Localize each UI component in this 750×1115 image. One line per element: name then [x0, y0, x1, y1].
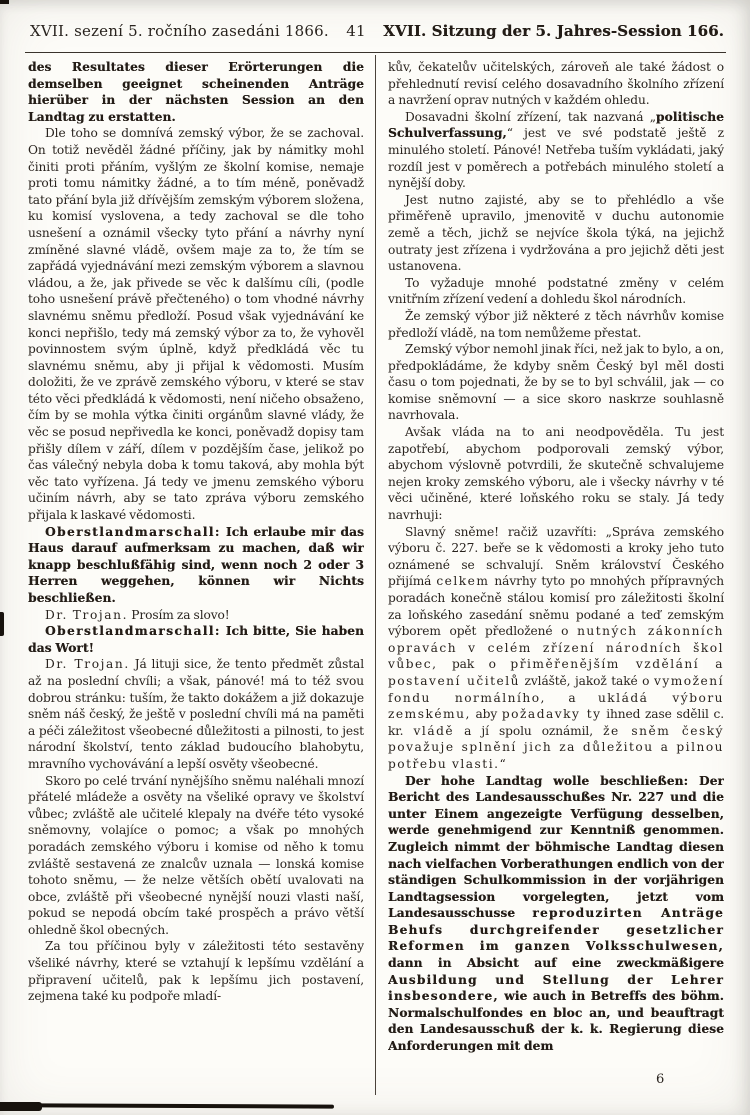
paragraph: [388, 275, 724, 308]
czech-text: kův, čekatelův učitelských, zároveň ale také žádost o přehlednutí revisí celého dosavadního školního zřízení a navržení oprav nutných v každém ohledu.: [388, 60, 724, 108]
paragraph: [388, 424, 724, 524]
paragraph: [388, 341, 724, 424]
speaker-name: Dr. Trojan.: [45, 657, 130, 672]
printer-signature-mark: 6: [656, 1072, 665, 1087]
czech-text: aby: [470, 707, 502, 722]
paragraph: [388, 308, 724, 341]
czech-text: “ jest ve své podstatě ještě z minulého století. Pánové! Netřeba tuším vykládati, jaký rozdíl jest v poměrech a potřebách minulého století a nynější doby.: [388, 126, 724, 191]
paragraph: [28, 938, 364, 1004]
czech-text: Že zemský výbor již některé z těch návrhův komise předloží vládě, na tom nemůžeme přestat.: [388, 308, 724, 340]
czech-text: Za tou příčinou byly v záležitosti této sestavěny všeliké návrhy, které se vztahují k lepšímu vzdělání a připravení učitelů, pak k lepšímu jich postavení, zejmena také ku podpoře mladí-: [28, 939, 364, 1004]
czech-text: To vyžaduje mnohé podstatné změny v celém vnitřním zřízení vedení a dohledu škol národních.: [388, 275, 724, 307]
fraktur-text: Ich erlaube mir das Haus darauf aufmerksam zu machen, daß wir knapp beschlußfähig sind, wenn noch 2 oder 3 Herren weggehen, können wir Nichts beschließen.: [28, 524, 364, 605]
czech-text: Dle toho se domnívá zemský výbor, že se zachoval. On totiž nevěděl žádné příčiny, jak by námitky mohl činiti proti přáním, vyšlým ze školní komise, nemaje proti tomu námitky žádné, a to tím méně, poněvadž tato přání byla již dřívějším zemským výborem složena, ku komisí vyslovena, a tedy zachoval se dle toho usnešení a oznámil všecky tyto přání a návrhy nyní zmíněné slavné vládě, ovšem maje za to, že tím se zapřádá vyjednávání mezi zemským výborem a slavnou vládou, a že, jak přivede se věc k dalšímu cíli, (podle toho usnešení právě přečteného) o tom vhodné návrhy slavnému sněmu předloží. Posud však vyjednávání ke konci nepřišlo, tedy má zemský výbor za to, že vyhověl povinnostem svým úplně, když předkládá věc tu slavnému sněmu, aby ji přijal k vědomosti. Musím doložiti, že ve zprávě zemského výboru, v které se stav této věci předkládá k vědomosti, není ničeho obsaženo, čím by se mohla výtka činiti orgánům slavné vlády, že věc se posud nepřivedla ke konci, poněvadž dopisy tam přišly dílem v září, dílem v pozdějším čase, jelikož po čas válečný nebyla doba k tomu taková, aby mohla být věc tato vyřízena. Já tedy ve jmenu zemského výboru učiním návrh, aby se tato zpráva výboru zemského přijala k laskavé vědomosti.: [28, 126, 364, 523]
fraktur-text: Der hohe Landtag wolle beschließen: Der Bericht des Landesausschußes Nr. 227 und die unter Einem angezeigte Verfügung desselben, werde genehmigend zur Kenntniß genommen. Zugleich nimmt der böhmische Landtag diesen nach vielfachen Vorberathungen endlich von der ständigen Schulkommission in der vorjährigen Landtagsession vorgelegten, jetzt vom Landesausschusse: [388, 773, 724, 921]
paragraph: [388, 109, 724, 192]
paragraph: [28, 125, 364, 523]
czech-text: že sněm český považuje splnění jich za důležitou a pilnou potřebu vlasti.“: [388, 723, 724, 771]
paragraph: [28, 524, 364, 607]
fraktur-text: Ausbildung und Stellung der Lehrer insbesondere,: [388, 972, 724, 1004]
czech-text: Avšak vláda na to ani neodpověděla. Tu jest zapotřebí, abychom podporovali zemský výbor, abychom výslovně potvrdili, že skutečně schvalujeme nejen kroky zemského výboru, ale i všecky návrhy v té věci učiněné, které loňského roku se staly. Já tedy navrhuji:: [388, 425, 724, 523]
paragraph: [28, 623, 364, 656]
speaker-name: Oberstlandmarschall:: [45, 524, 221, 539]
paragraph: [28, 656, 364, 772]
paragraph: [388, 192, 724, 275]
czech-text: Slavný sněme! račiž uzavříti: „Správa zemského výboru č. 227. beře se k vědomosti a kroky jeho tuto oznámené se schvalují. Sněm království Českého přijímá: [388, 524, 724, 589]
czech-text: vymožení fondu normálního,: [388, 673, 724, 705]
paragraph: [28, 59, 364, 125]
paragraph: [388, 524, 724, 773]
fraktur-text: dann in Absicht auf eine zweckmäßigere: [388, 956, 724, 971]
fraktur-text: wie auch in Betreffs des böhm. Normalschulfondes en bloc an, und beauftragt den Landesausschuß der k. k. Regierung diese Anforderungen mit dem: [388, 989, 724, 1054]
scan-artifact-top-left: [0, 0, 9, 4]
scan-artifact-left-edge: [0, 612, 4, 636]
fraktur-text: Ich bitte, Sie haben das Wort!: [28, 624, 364, 655]
czech-text: vládě: [413, 723, 455, 738]
czech-text: požadavky ty: [501, 707, 602, 722]
czech-text: celkem: [436, 574, 490, 589]
header-rule: [25, 52, 726, 53]
paragraph: [388, 773, 724, 1055]
page-header: [30, 22, 724, 40]
czech-text: Já lituji sice, že tento předmět zůstal až na poslední chvíli; a však, pánové! má to též svou dobrou stránku: tuším, že takto dokážem a již dokazuje sněm náš český, že ještě v poslední chvíli má na paměti a péči záležitost všeobecné důležitosti a pilnosti, to jest národní školství, tento základ budoucího blahobytu, mravního vychovávání a lepší osvěty všeobecné.: [28, 657, 364, 771]
page-number: 41: [346, 22, 366, 40]
czech-text: Prosím za slovo!: [128, 607, 230, 622]
czech-text: a jí spolu oznámil,: [454, 723, 604, 738]
paragraph: [388, 59, 724, 109]
paragraph: [28, 607, 364, 624]
fraktur-text: des Resultates dieser Erörterungen die demselben geeignet scheinenden Anträge hierüber in der nächsten Session an den Landtag zu erstatten.: [28, 60, 364, 124]
czech-text: ihned zase sdělil c. kr.: [388, 707, 724, 738]
speaker-name: Oberstlandmarschall:: [45, 624, 221, 639]
czech-text: Jest nutno zajisté, aby se to přehlédlo a vše přiměřeně upravilo, jmenovitě v duchu autonomie země a těch, jichž se nejvíce škola týká, na jejichž outraty jest zřízena i vydržována a pro jejichž děti jest ustanovena.: [388, 192, 724, 274]
paragraph: [28, 773, 364, 939]
scan-artifact-bottom-line: [34, 1103, 334, 1108]
fraktur-text: reproduzirten Anträge Behufs durchgreifender gesetzlicher Reformen im ganzen Volksschulwesen,: [388, 906, 724, 954]
czech-text: pak o: [437, 657, 511, 672]
czech-text: přiměřenějším vzdělání a postavení učitelů: [388, 657, 724, 688]
header-german-title: XVII. Sitzung der 5. Jahres-Session 166.: [383, 22, 724, 40]
right-text-column: [388, 59, 724, 1085]
czech-text: Zemský výbor nemohl jinak říci, než jak to bylo, a on, předpokládáme, že kdyby sněm Český byl měl dosti času o tom pojednati, že by se to byl schválil, jak — co komise sněmovní — a sice skoro naskrze souhlasně navrhovala.: [388, 342, 724, 423]
czech-text: Skoro po celé trvání nynějšího sněmu naléhali mnozí přátelé mládeže a osvěty na všeliké opravy ve školství vůbec; zvláště ale učitelé klepaly na dvéře této vysoké sněmovny, volajíce o pomoc; a však po mnohých poradách zemského výboru i komise od něho k tomu zvláště sestavená ze znalcův uznala — lonská komise tohoto sněmu, — že nelze větších obětí uvalovati na obce, zvláště při všeobecné nynější nouzi vlasti naší, pokud se nepodá obcím také prospěch a právo větší ohledně škol obecných.: [28, 773, 364, 937]
speaker-name: Dr. Trojan.: [45, 607, 129, 622]
column-divider: [375, 55, 376, 1095]
czech-text: ukládá výboru zemskému,: [388, 690, 724, 722]
header-czech-title: XVII. sezení 5. ročního zasedáni 1866.: [30, 22, 329, 40]
czech-text: návrhy tyto po mnohých přípravných poradách konečně stálou komisí pro záležitosti školní za loňského zasedání sněmu podané a teď zemským výborem opět předložené o: [388, 574, 724, 639]
czech-text: Dosavadni školní zřízení, tak nazvaná „: [405, 109, 656, 124]
fraktur-text: politische Schulverfassung,: [388, 109, 724, 141]
left-text-column: [28, 59, 364, 1085]
czech-text: a: [545, 690, 598, 705]
czech-text: nutných zákonních opravách v celém zřízení národních škol vůbec,: [388, 624, 724, 672]
czech-text: zvláště, jakož také o: [519, 673, 654, 688]
